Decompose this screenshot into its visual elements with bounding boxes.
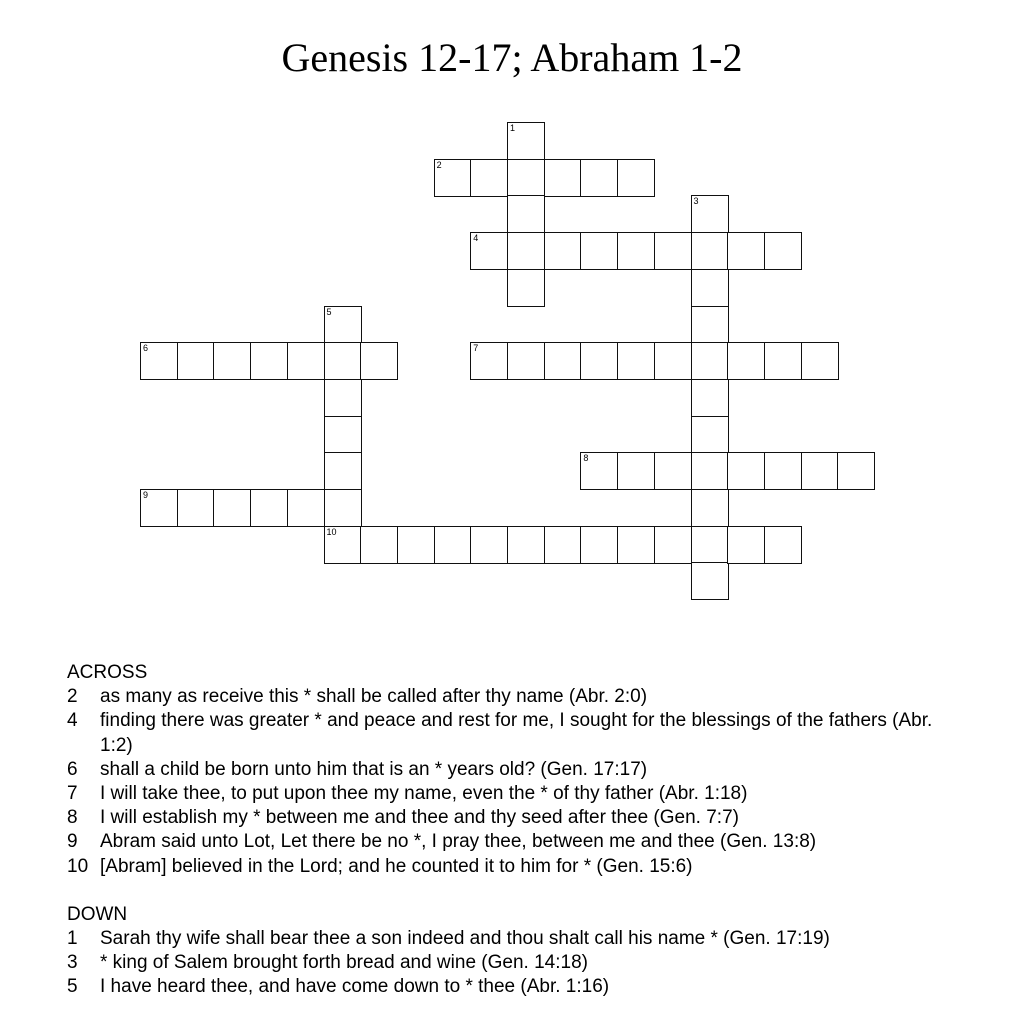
grid-cell (727, 232, 765, 270)
grid-cell (434, 526, 472, 564)
clue-number: 8 (583, 453, 589, 464)
grid-cell (654, 342, 692, 380)
grid-cell (544, 232, 582, 270)
clue (67, 830, 967, 854)
grid-cell (727, 452, 765, 490)
grid-cell (764, 232, 802, 270)
clue (67, 685, 967, 709)
grid-cell (507, 195, 545, 233)
grid-cell (544, 159, 582, 197)
clue-text: finding there was greater * and peace and rest for me, I sought for the blessings of the fathers (Abr. 1:2) (100, 710, 933, 756)
clue-text: I have heard thee, and have come down to * thee (Abr. 1:16) (100, 976, 610, 998)
grid-cell (213, 342, 251, 380)
clue (67, 927, 967, 951)
clue-number: 2 (67, 686, 78, 708)
clue (67, 975, 967, 999)
grid-cell (580, 342, 618, 380)
grid-cell (617, 452, 655, 490)
clue (67, 709, 967, 757)
clue-text: [Abram] believed in the Lord; and he counted it to him for * (Gen. 15:6) (100, 855, 693, 877)
grid-cell (287, 342, 325, 380)
grid-cell (691, 452, 729, 490)
grid-cell (287, 489, 325, 527)
grid-cell (360, 342, 398, 380)
clue (67, 806, 967, 830)
grid-cell (470, 526, 508, 564)
grid-cell (764, 452, 802, 490)
grid-cell (691, 416, 729, 454)
grid-cell (691, 379, 729, 417)
grid-cell (691, 269, 729, 307)
grid-cell (140, 489, 178, 527)
clue-number: 3 (693, 196, 699, 207)
grid-cell (507, 526, 545, 564)
grid-cell (691, 342, 729, 380)
clue-number: 4 (473, 233, 479, 244)
grid-cell (324, 342, 362, 380)
grid-cell (470, 342, 508, 380)
grid-cell (691, 232, 729, 270)
grid-cell (360, 526, 398, 564)
grid-cell (691, 306, 729, 344)
clue-number: 2 (436, 159, 442, 170)
clue (67, 758, 967, 782)
clue-list (67, 661, 967, 1000)
grid-cell (544, 342, 582, 380)
clue-number: 8 (67, 807, 78, 829)
clue-number: 1 (510, 123, 516, 133)
clue-text: I will take thee, to put upon thee my name, even the * of thy father (Abr. 1:18) (100, 783, 748, 805)
clue-text: shall a child be born unto him that is an * years old? (Gen. 17:17) (100, 758, 648, 780)
clue-number: 9 (67, 831, 78, 853)
clue-text: * king of Salem brought forth bread and wine (Gen. 14:18) (100, 952, 588, 974)
grid-cell (213, 489, 251, 527)
grid-cell (140, 342, 178, 380)
clue-number: 3 (67, 952, 78, 974)
grid-cell (837, 452, 875, 490)
clue-number: 9 (143, 490, 149, 500)
clue-text: Abram said unto Lot, Let there be no *, I pray thee, between me and thee (Gen. 13:8) (100, 831, 817, 853)
grid-cell (507, 232, 545, 270)
grid-cell (764, 526, 802, 564)
clue-number: 4 (67, 710, 78, 732)
grid-cell (507, 159, 545, 197)
grid-cell (580, 452, 618, 490)
clue (67, 855, 967, 879)
clue-number: 7 (473, 343, 479, 354)
grid-cell (727, 342, 765, 380)
across-clues (67, 685, 967, 879)
grid-cell (580, 232, 618, 270)
grid-cell (580, 159, 618, 197)
grid-cell (324, 526, 362, 564)
across-heading: ACROSS (67, 662, 148, 683)
grid-cell (177, 342, 215, 380)
grid-cell (691, 195, 729, 233)
grid-cell (324, 379, 362, 417)
clue-number: 5 (326, 306, 332, 317)
grid-cell (434, 159, 472, 197)
down-clues (67, 927, 967, 1000)
grid-cell (691, 562, 729, 600)
clue-text: I will establish my * between me and thee and thy seed after thee (Gen. 7:7) (100, 807, 739, 829)
clue-number: 10 (67, 855, 89, 877)
clue (67, 782, 967, 806)
grid-cell (691, 526, 729, 564)
grid-cell (617, 232, 655, 270)
grid-cell (801, 452, 839, 490)
grid-cell (654, 452, 692, 490)
clue-number: 7 (67, 783, 78, 805)
grid-cell (580, 526, 618, 564)
grid-cell (617, 342, 655, 380)
grid-cell (727, 526, 765, 564)
grid-cell (250, 489, 288, 527)
grid-cell (544, 526, 582, 564)
grid-cell (397, 526, 435, 564)
grid-cell (654, 526, 692, 564)
down-heading: DOWN (67, 903, 128, 925)
grid-cell (617, 526, 655, 564)
grid-cell (250, 342, 288, 380)
grid-cell (691, 489, 729, 527)
grid-cell (324, 416, 362, 454)
page-title: Genesis 12-17; Abraham 1-2 (281, 35, 743, 80)
clue-number: 1 (67, 928, 78, 950)
clue-text: as many as receive this * shall be called after thy name (Abr. 2:0) (100, 686, 648, 708)
grid-cell (654, 232, 692, 270)
grid-cell (507, 269, 545, 307)
grid-cell (324, 452, 362, 490)
grid-cell (764, 342, 802, 380)
grid-cell (507, 122, 545, 160)
grid-cell (507, 342, 545, 380)
grid-cell (324, 489, 362, 527)
clue-number: 10 (326, 526, 337, 537)
clue-number: 5 (67, 976, 78, 998)
clue (67, 951, 967, 975)
clue-text: Sarah thy wife shall bear thee a son indeed and thou shalt call his name * (Gen. 17:19) (100, 928, 830, 950)
grid-cell (470, 232, 508, 270)
grid-cell (801, 342, 839, 380)
clue-number: 6 (143, 343, 149, 354)
grid-cell (470, 159, 508, 197)
grid-cell (324, 306, 362, 344)
grid-cell (617, 159, 655, 197)
clue-number: 6 (67, 758, 78, 780)
grid-cell (177, 489, 215, 527)
